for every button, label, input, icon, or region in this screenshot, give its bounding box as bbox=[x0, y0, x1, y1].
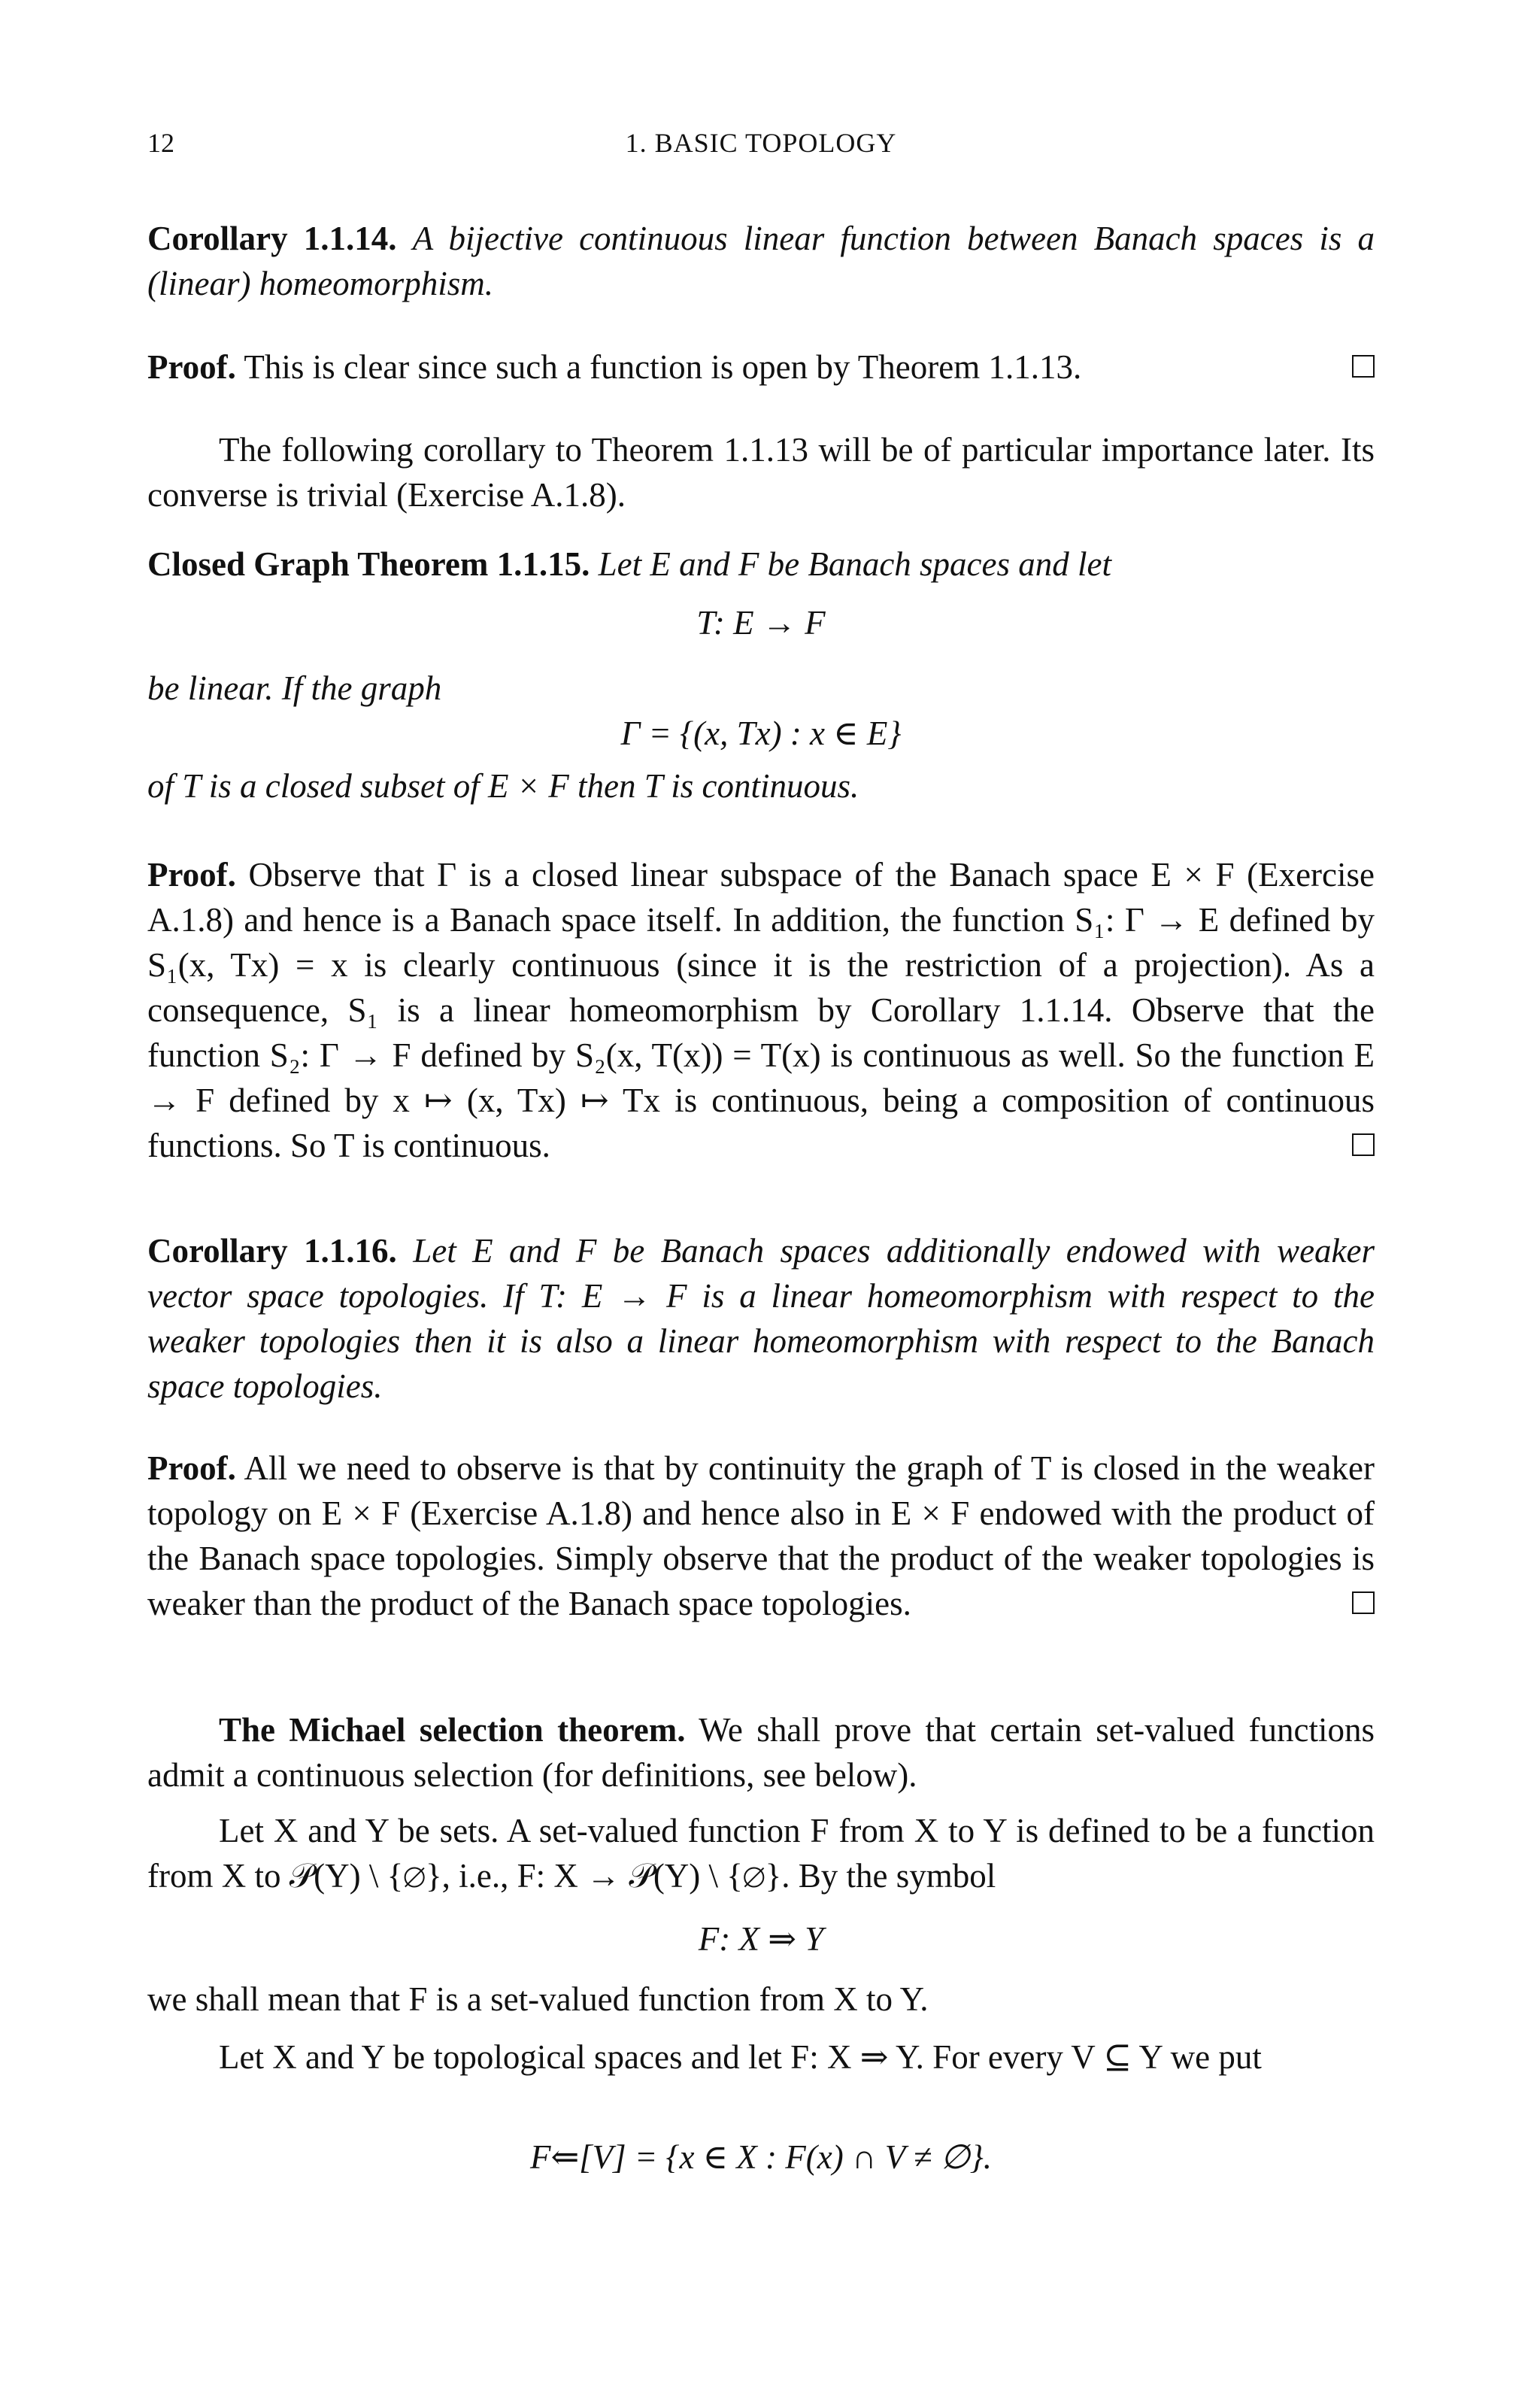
display-equation-set-valued: F: X ⇒ Y bbox=[698, 1920, 824, 1958]
paragraph-after-display: we shall mean that F is a set-valued function from X to Y. bbox=[147, 1980, 929, 2018]
proof-corollary-1-1-14 bbox=[147, 344, 1375, 390]
paragraph-text: Let X and Y be sets. A set-valued function F from X to Y is defined to be a function from X to 𝒫(Y) \ {∅}, i.e., F: X → 𝒫(Y) \ {∅}. By the symbol bbox=[147, 1812, 1375, 1895]
proof-text: This is clear since such a function is open by Theorem 1.1.13. bbox=[244, 348, 1082, 386]
proof-label: Proof. bbox=[147, 1449, 236, 1487]
corollary-1-1-16 bbox=[147, 1228, 1375, 1409]
proof-corollary-1-1-16 bbox=[147, 1446, 1375, 1626]
paragraph-following-corollary bbox=[147, 427, 1375, 517]
proof-text: All we need to observe is that by continuity the graph of T is closed in the weaker topology on E × F (Exercise A.1.8) and hence also in E × F endowed with the product of the Banach space topologies. Simply observe that the product of the weaker topologies is weaker than the product of the Banach space topologies. bbox=[147, 1449, 1375, 1622]
corollary-label: Corollary 1.1.14. bbox=[147, 220, 397, 257]
proof-label: Proof. bbox=[147, 348, 236, 386]
theorem-end-text: of T is a closed subset of E × F then T is continuous. bbox=[147, 767, 859, 805]
section-intro-text: We shall prove that certain set-valued functions admit a continuous selection (for definitions, see below). bbox=[147, 1711, 1375, 1794]
running-title: 1. BASIC TOPOLOGY bbox=[625, 128, 897, 158]
corollary-statement: Let E and F be Banach spaces additionally endowed with weaker vector space topologies. If T: E → F is a linear homeomorphism with respect to the weaker topologies then it is also a linear homeomorphism with respect to the Banach space topologies. bbox=[147, 1232, 1375, 1405]
display-equation-t-map: T: E → F bbox=[696, 604, 826, 642]
proof-label: Proof. bbox=[147, 856, 236, 894]
proof-text: Observe that Γ is a closed linear subspace of the Banach space E × F (Exercise A.1.8) and hence is a Banach space itself. In addition, the function S₁: Γ → E defined by S₁(x, Tx) = x is clearly continuous (since it is the restriction of a projection). As a consequence, S₁ is a linear homeomorphism by Corollary 1.1.14. Observe that the function S₂: Γ → F defined by S₂(x, T(x)) = T(x) is continuous as well. So the function E → F defined by x ↦ (x, Tx) ↦ Tx is continuous, being a composition of continuous functions. So T is continuous. bbox=[147, 856, 1375, 1164]
qed-box-icon bbox=[1352, 1133, 1375, 1156]
display-equation-lower-preimage: F⇐[V] = {x ∈ X : F(x) ∩ V ≠ ∅}. bbox=[529, 2138, 993, 2176]
theorem-intro-text: Let E and F be Banach spaces and let bbox=[598, 545, 1111, 583]
display-equation-graph: Γ = {(x, Tx) : x ∈ E} bbox=[620, 715, 902, 752]
paragraph-preimage-definition bbox=[147, 2034, 1375, 2080]
theorem-mid-text: be linear. If the graph bbox=[147, 669, 442, 707]
closed-graph-theorem-intro bbox=[147, 542, 1375, 587]
corollary-1-1-14 bbox=[147, 216, 1375, 306]
paragraph-text: The following corollary to Theorem 1.1.13 will be of particular importance later. Its converse is trivial (Exercise A.1.8). bbox=[147, 431, 1375, 514]
paragraph-text: Let X and Y be topological spaces and let F: X ⇒ Y. For every V ⊆ Y we put bbox=[219, 2038, 1262, 2076]
page-number: 12 bbox=[147, 128, 174, 158]
corollary-statement: A bijective continuous linear function between Banach spaces is a (linear) homeomorphism. bbox=[147, 220, 1375, 302]
section-heading: The Michael selection theorem. bbox=[219, 1711, 686, 1749]
corollary-label: Corollary 1.1.16. bbox=[147, 1232, 397, 1270]
qed-box-icon bbox=[1352, 1591, 1375, 1614]
qed-box-icon bbox=[1352, 355, 1375, 378]
theorem-label: Closed Graph Theorem 1.1.15. bbox=[147, 545, 590, 583]
paragraph-set-valued-definition bbox=[147, 1808, 1375, 1898]
proof-closed-graph-theorem bbox=[147, 852, 1375, 1168]
michael-selection-section bbox=[147, 1707, 1375, 1798]
